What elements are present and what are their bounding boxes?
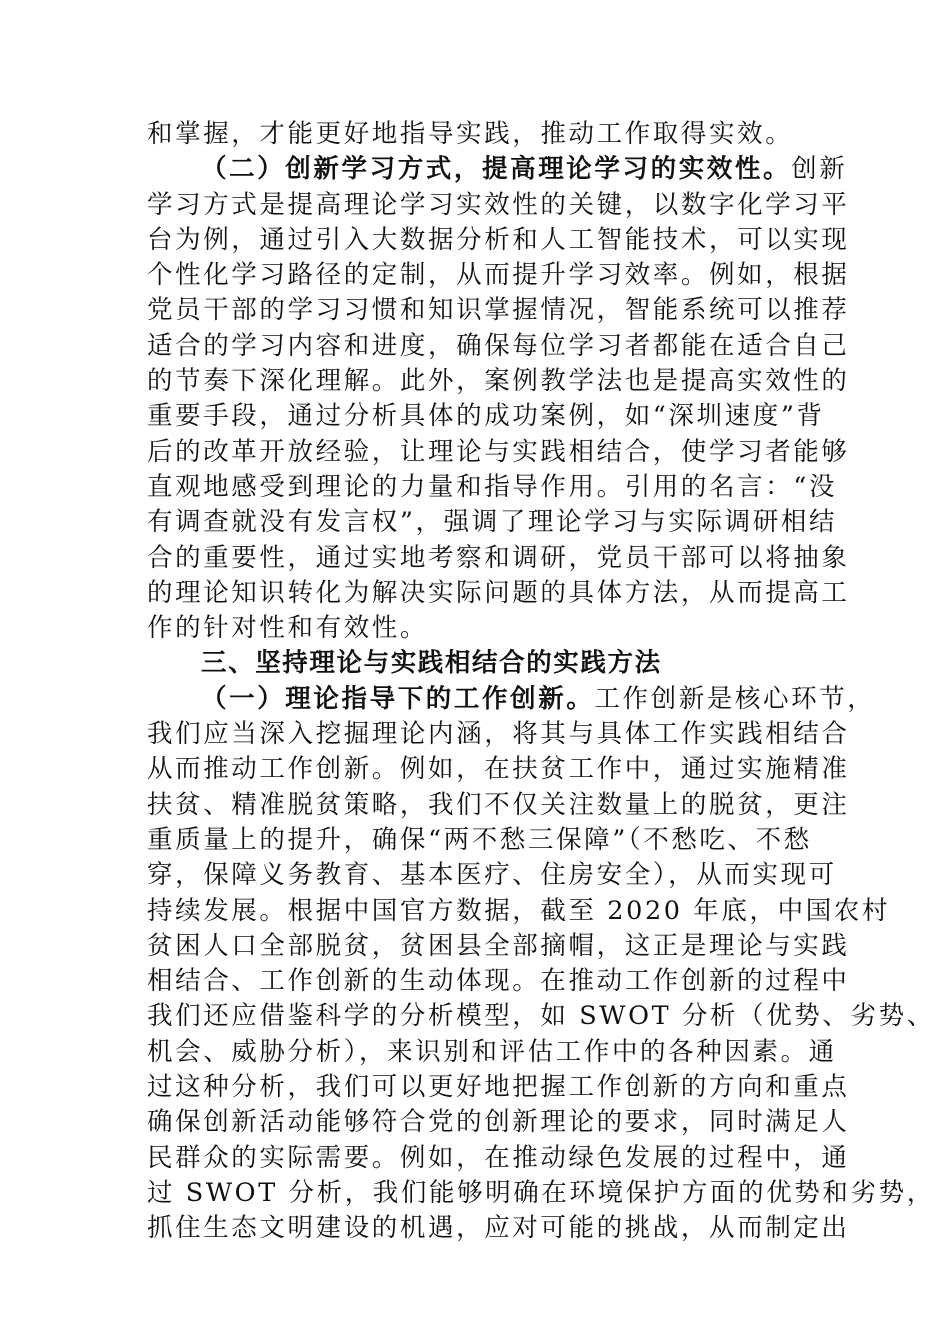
- text-line: 党员干部的学习习惯和知识掌握情况，智能系统可以推荐: [147, 295, 850, 326]
- section-heading-three: 三、坚持理论与实践相结合的实践方法: [201, 648, 662, 679]
- text-line: 过这种分析，我们可以更好地把握工作创新的方向和重点: [147, 1072, 850, 1103]
- text-line: 重质量上的提升，确保“两不愁三保障”（不愁吃、不愁: [147, 824, 812, 855]
- text-fragment: 工作创新是核心环节，: [594, 683, 876, 714]
- text-line: 我们还应借鉴科学的分析模型，如 SWOT 分析（优势、劣势、: [147, 1001, 935, 1032]
- text-line: 过 SWOT 分析，我们能够明确在环境保护方面的优势和劣势，: [147, 1177, 935, 1208]
- text-line: 直观地感受到理论的力量和指导作用。引用的名言：“没: [147, 471, 838, 502]
- text-line: 从而推动工作创新。例如，在扶贫工作中，通过实施精准: [147, 754, 850, 785]
- text-line: 适合的学习内容和进度，确保每位学习者都能在适合自己: [147, 330, 850, 361]
- text-line: 作的针对性和有效性。: [147, 613, 429, 644]
- text-line: 民群众的实际需要。例如，在推动绿色发展的过程中，通: [147, 1142, 850, 1173]
- subheading-paragraph: [147, 152, 848, 187]
- document-body: [147, 117, 935, 1247]
- text-line: 学习方式是提高理论学习实效性的关键，以数字化学习平: [147, 189, 850, 220]
- text-fragment: 创新: [791, 154, 848, 185]
- text-line: 机会、威胁分析），来识别和评估工作中的各种因素。通: [147, 1036, 837, 1067]
- subheading-one: （一）理论指导下的工作创新。: [201, 683, 595, 714]
- text-line: 的理论知识转化为解决实际问题的具体方法，从而提高工: [147, 577, 850, 608]
- subheading-two: （二）创新学习方式，提高理论学习的实效性。: [201, 154, 792, 185]
- text-line: 台为例，通过引入大数据分析和人工智能技术，可以实现: [147, 224, 850, 255]
- text-line: 贫困人口全部脱贫，贫困县全部摘帽，这正是理论与实践: [147, 930, 850, 961]
- text-line: 个性化学习路径的定制，从而提升学习效率。例如，根据: [147, 260, 850, 291]
- text-line: 持续发展。根据中国官方数据，截至 2020 年底，中国农村: [147, 895, 891, 926]
- text-line: 穿，保障义务教育、基本医疗、住房安全），从而实现可: [147, 860, 837, 891]
- text-line: 扶贫、精准脱贫策略，我们不仅关注数量上的脱贫，更注: [147, 789, 850, 820]
- text-line: 和掌握，才能更好地指导实践，推动工作取得实效。: [147, 119, 794, 149]
- text-line: 后的改革开放经验，让理论与实践相结合，使学习者能够: [147, 436, 850, 467]
- text-line: 相结合、工作创新的生动体现。在推动工作创新的过程中: [147, 966, 850, 997]
- text-line: 重要手段，通过分析具体的成功案例，如“深圳速度”背: [147, 401, 825, 432]
- text-line: 的节奏下深化理解。此外，案例教学法也是提高实效性的: [147, 366, 850, 397]
- subheading-paragraph: [147, 682, 876, 717]
- text-line: 抓住生态文明建设的机遇，应对可能的挑战，从而制定出: [147, 1213, 850, 1244]
- text-line: 确保创新活动能够符合党的创新理论的要求，同时满足人: [147, 1107, 850, 1138]
- text-line: 有调查就没有发言权”，强调了理论学习与实际调研相结: [147, 507, 838, 538]
- text-line: 合的重要性，通过实地考察和调研，党员干部可以将抽象: [147, 542, 850, 573]
- text-line: 我们应当深入挖掘理论内涵，将其与具体工作实践相结合: [147, 719, 850, 750]
